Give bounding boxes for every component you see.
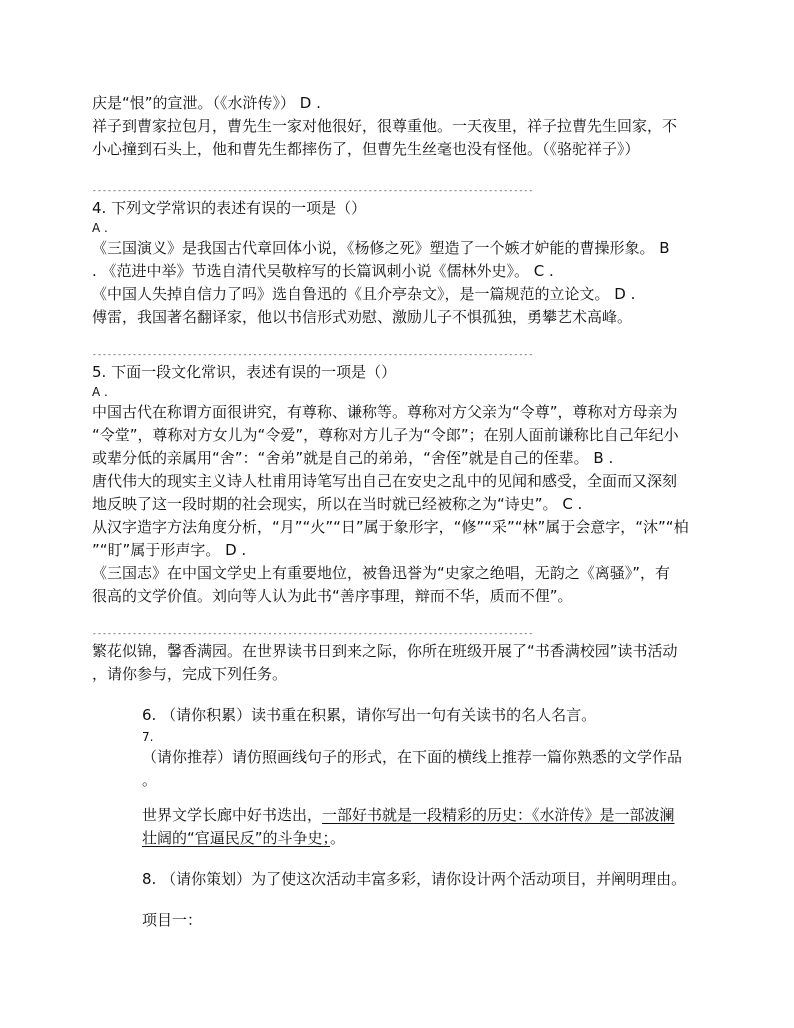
text-line: 或辈分低的亲属用“舍”：“舍弟”就是自己的弟弟，“舍侄”就是自己的侄辈。 B . bbox=[92, 449, 614, 467]
question-4 bbox=[92, 197, 712, 329]
option-label: A . bbox=[92, 385, 108, 399]
text-line: 庆是“恨”的宣泄。（《水浒传》） D . bbox=[92, 94, 321, 112]
separator: ---------------------------------------------------------------------------------------- bbox=[92, 186, 534, 195]
question-5 bbox=[92, 361, 712, 608]
text-line: 中国古代在称谓方面很讲究，有尊称、谦称等。尊称对方父亲为“令尊”，尊称对方母亲为 bbox=[92, 403, 678, 421]
example-underlined-sentence: 一部好书就是一段精彩的历史：《水浒传》是一部波澜 bbox=[322, 806, 675, 824]
task-8: 8. （请你策划）为了使这次活动丰富多彩，请你设计两个活动项目，并阐明理由。 bbox=[142, 870, 687, 888]
text-line: ”“盯”属于形声字。 D . bbox=[92, 541, 247, 559]
text-line: 祥子到曹家拉包月，曹先生一家对他很好，很尊重他。一天夜里，祥子拉曹先生回家，不 bbox=[92, 117, 678, 135]
text-line: 繁花似锦，馨香满园。在世界读书日到来之际，你所在班级开展了“书香满校园”读书活动 bbox=[92, 642, 678, 660]
text-line: 傅雷，我国著名翻译家，他以书信形式劝慰、激励儿子不惧孤独，勇攀艺术高峰。 bbox=[92, 308, 633, 326]
task-7-prompt: （请你推荐）请仿照画线句子的形式，在下面的横线上推荐一篇你熟悉的文学作品 bbox=[142, 748, 683, 766]
reading-activity-intro bbox=[92, 640, 712, 686]
text-line: 《三国志》在中国文学史上有重要地位，被鲁迅誉为“史家之绝唱，无韵之《离骚》”，有 bbox=[92, 564, 671, 582]
task-6: 6. （请你积累）读书重在积累，请你写出一句有关读书的名人名言。 bbox=[142, 706, 597, 724]
task-7-prompt-end: 。 bbox=[142, 771, 158, 789]
text-line: “令堂”，尊称对方女儿为“令爱”，尊称对方儿子为“令郎”；在别人面前谦称比自己年纪小 bbox=[92, 426, 679, 444]
text-line: 很高的文学价值。刘向等人认为此书“善序事理，辩而不华，质而不俚”。 bbox=[92, 587, 573, 605]
text-line: 从汉字造字方法角度分析，“月”“火”“日”属于象形字，“修”“采”“林”属于会意字，“沐”“柏 bbox=[92, 518, 689, 536]
question-3-tail bbox=[92, 92, 712, 161]
text-line: . 《范进中举》节选自清代吴敬梓写的长篇讽刺小说《儒林外史》。 C . bbox=[92, 262, 554, 280]
separator: ---------------------------------------------------------------------------------------- bbox=[92, 350, 534, 359]
example-underlined-sentence: 壮阔的“官逼民反”的斗争史； bbox=[142, 829, 331, 847]
task-7-example-line2 bbox=[142, 827, 712, 850]
option-label: A . bbox=[92, 221, 108, 235]
example-suffix: 。 bbox=[330, 829, 346, 847]
text-line: 唐代伟大的现实主义诗人杜甫用诗笔写出自己在安史之乱中的见闻和感受，全面而又深刻 bbox=[92, 472, 678, 490]
example-prefix: 世界文学长廊中好书迭出， bbox=[142, 806, 323, 824]
question-stem: 4. 下列文学常识的表述有误的一项是（） bbox=[92, 199, 367, 217]
tasks bbox=[92, 704, 712, 932]
question-stem: 5. 下面一段文化常识，表述有误的一项是（） bbox=[92, 363, 397, 381]
text-line: ，请你参与，完成下列任务。 bbox=[92, 665, 288, 683]
text-line: 地反映了这一段时期的社会现实，所以在当时就已经被称之为“诗史”。 C . bbox=[92, 495, 583, 513]
separator: ---------------------------------------------------------------------------------------- bbox=[92, 629, 534, 638]
text-line: 《三国演义》是我国古代章回体小说，《杨修之死》塑造了一个嫉才妒能的曹操形象。 B bbox=[92, 239, 670, 257]
task-7-example-line1 bbox=[142, 804, 712, 827]
document-page bbox=[92, 92, 712, 932]
task-7-number: 7. bbox=[142, 730, 154, 744]
project-1-label: 项目一： bbox=[142, 911, 203, 929]
text-line: 《中国人失掉自信力了吗》选自鲁迅的《且介亭杂文》，是一篇规范的立论文。 D . bbox=[92, 285, 636, 303]
text-line: 小心撞到石头上，他和曹先生都摔伤了，但曹先生丝毫也没有怪他。（《骆驼祥子》） bbox=[92, 140, 640, 158]
